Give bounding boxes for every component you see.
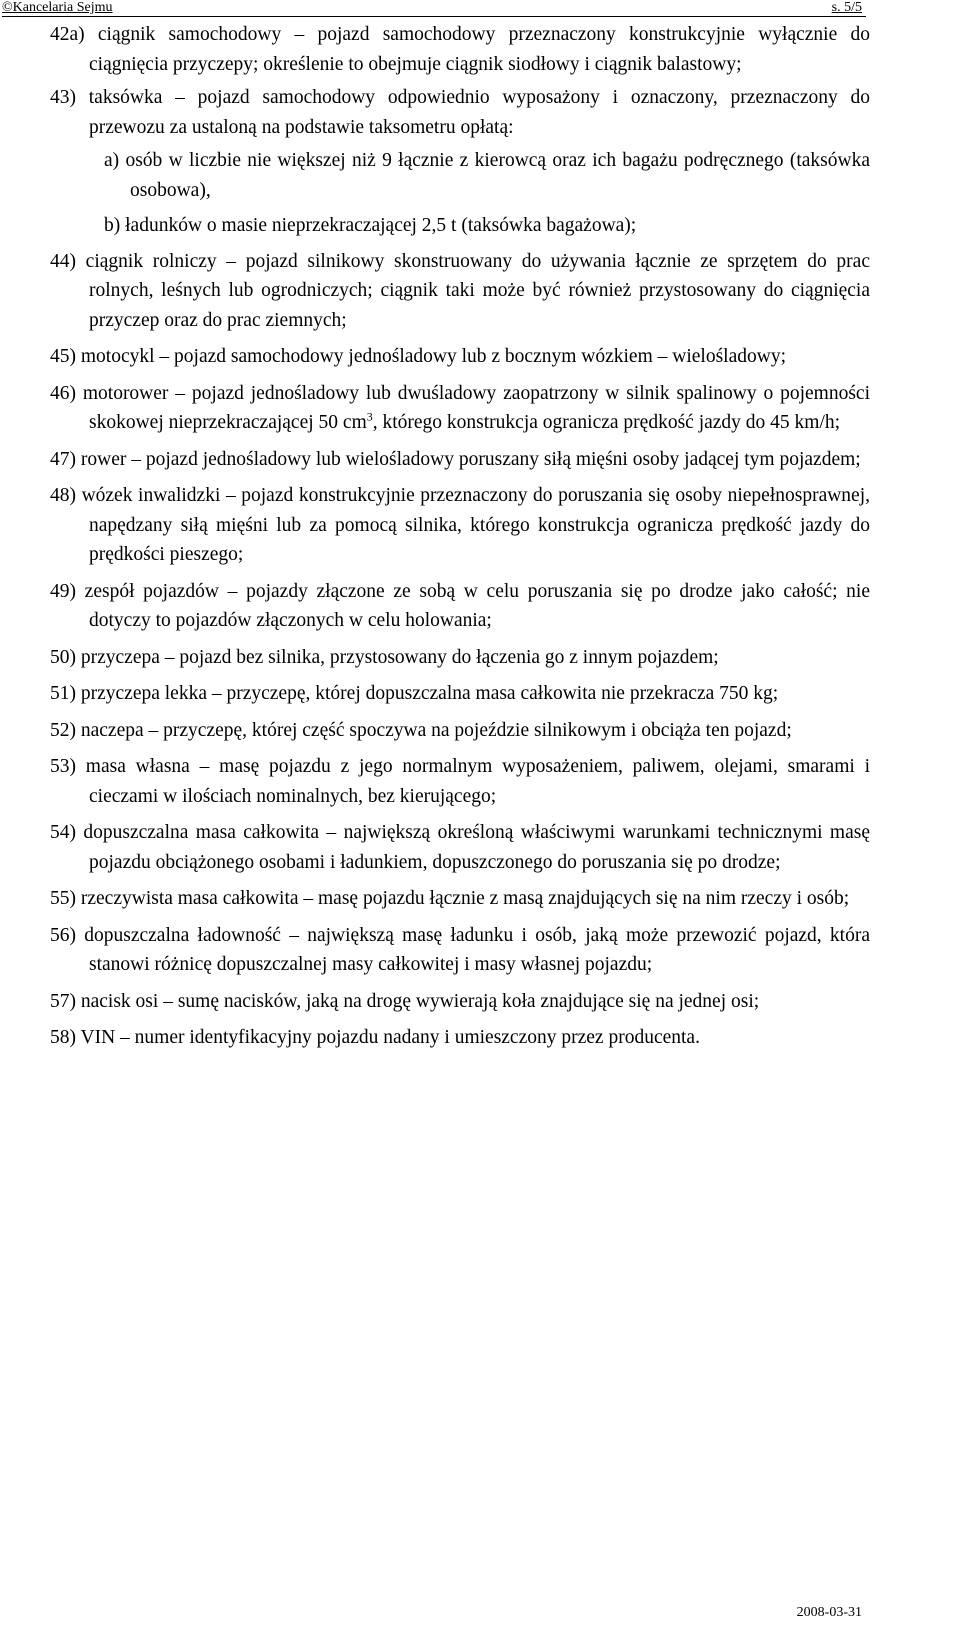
definition-47: 47) rower – pojazd jednośladowy lub wielośladowy poruszany siłą mięśni osoby jadącej tym pojazdem; xyxy=(50,448,861,470)
definition-48: 48) wózek inwalidzki – pojazd konstrukcyjnie przeznaczony do poruszania się osoby niepełnosprawnej, napędzany siłą mięśni lub za pomocą silnika, którego konstrukcja ogranicza prędkość jazdy do prędkości pieszego; xyxy=(50,485,870,565)
definition-43-item-a: a) osób w liczbie nie większej niż 9 łącznie z kierowcą oraz ich bagażu podręcznego (taksówka osobowa), xyxy=(104,150,870,201)
header-rule xyxy=(2,16,866,17)
definition-49: 49) zespół pojazdów – pojazdy złączone ze sobą w celu poruszania się po drodze jako całość; nie dotyczy to pojazdów złączonych w celu holowania; xyxy=(50,580,870,631)
header-source: ©Kancelaria Sejmu xyxy=(2,0,113,15)
definition-50: 50) przyczepa – pojazd bez silnika, przystosowany do łączenia go z innym pojazdem; xyxy=(50,646,719,668)
definition-46 xyxy=(50,379,870,438)
definition-54: 54) dopuszczalna masa całkowita – największą określoną właściwymi warunkami technicznymi masę pojazdu obciążonego osobami i ładunkiem, dopuszczonego do poruszania się po drodze; xyxy=(50,822,870,873)
definition-44: 44) ciągnik rolniczy – pojazd silnikowy skonstruowany do używania łącznie ze sprzętem do prac rolnych, leśnych lub ogrodniczych; ciągnik taki może być również przystosowany do ciągnięcia przyczep oraz do prac ziemnych; xyxy=(50,250,870,331)
definition-55: 55) rzeczywista masa całkowita – masę pojazdu łącznie z masą znajdujących się na nim rzeczy i osób; xyxy=(50,888,850,909)
document-body xyxy=(50,20,870,1060)
definition-46-text-b: , którego konstrukcja ogranicza prędkość jazdy do 45 km/h; xyxy=(372,412,841,433)
definition-53: 53) masa własna – masę pojazdu z jego normalnym wyposażeniem, paliwem, olejami, smarami i cieczami w ilościach nominalnych, bez kierującego; xyxy=(50,756,870,807)
definition-42a: 42a) ciągnik samochodowy – pojazd samochodowy przeznaczony konstrukcyjnie wyłącznie do ciągnięcia przyczepy; określenie to obejmuje ciągnik siodłowy i ciągnik balastowy; xyxy=(50,24,870,75)
definition-45: 45) motocykl – pojazd samochodowy jednośladowy lub z bocznym wózkiem – wielośladowy; xyxy=(50,346,786,367)
definition-58: 58) VIN – numer identyfikacyjny pojazdu nadany i umieszczony przez producenta. xyxy=(50,1027,700,1048)
definition-57: 57) nacisk osi – sumę nacisków, jaką na drogę wywierają koła znajdujące się na jednej osi; xyxy=(50,990,760,1012)
definition-43-item-b: b) ładunków o masie nieprzekraczającej 2,5 t (taksówka bagażowa); xyxy=(104,215,637,236)
definition-56: 56) dopuszczalna ładowność – największą masę ładunku i osób, jaką może przewozić pojazd, która stanowi różnicę dopuszczalnej masy całkowitej i masy własnej pojazdu; xyxy=(50,924,870,975)
header-page-number: s. 5/5 xyxy=(831,0,862,15)
definition-46-text-a: 46) motorower – pojazd jednośladowy lub dwuśladowy zaopatrzony w silnik spalinowy o pojemności skokowej nieprzekraczającej 50 cm xyxy=(50,382,870,433)
definition-43: 43) taksówka – pojazd samochodowy odpowiednio wyposażony i oznaczony, przeznaczony do przewozu za ustaloną na podstawie taksometru opłatą: xyxy=(50,87,870,138)
footer-date: 2008-03-31 xyxy=(796,1605,862,1620)
definition-51: 51) przyczepa lekka – przyczepę, której dopuszczalna masa całkowita nie przekracza 750 kg; xyxy=(50,683,779,704)
definition-46-superscript: 3 xyxy=(366,409,373,424)
definition-52: 52) naczepa – przyczepę, której część spoczywa na pojeździe silnikowym i obciąża ten pojazd; xyxy=(50,719,792,741)
